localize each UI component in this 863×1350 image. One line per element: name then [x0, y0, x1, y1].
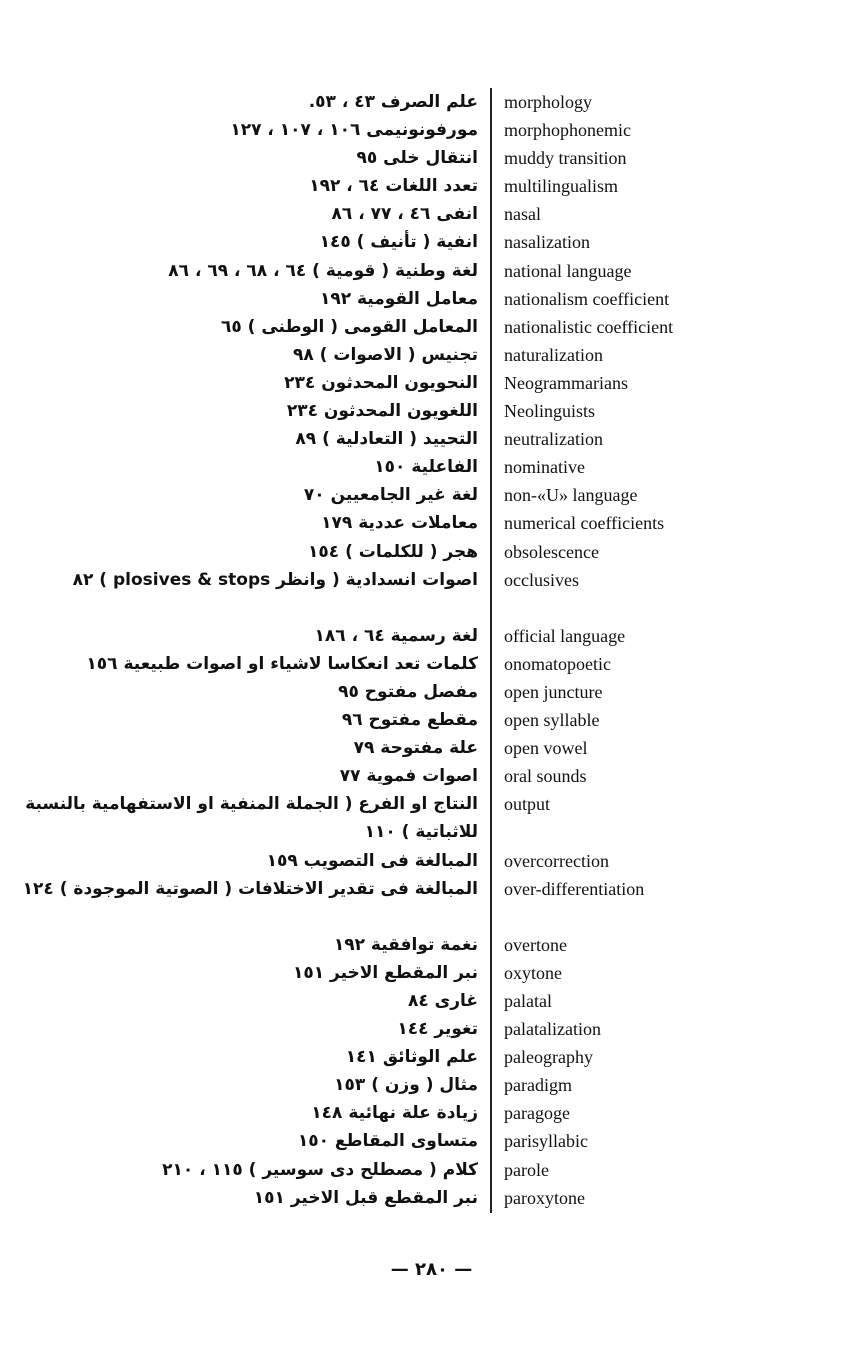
english-term: output [504, 794, 551, 815]
glossary-entry [0, 566, 863, 622]
english-term: obsolescence [504, 541, 599, 562]
arabic-term: انتقال خلى ٩٥ [356, 148, 478, 169]
english-term: nationalistic coefficient [504, 316, 674, 337]
glossary-entry [0, 1071, 863, 1099]
glossary-entry [0, 622, 863, 650]
arabic-term: النتاج او الفرع ( الجملة المنفية او الاستفهامية بالنسبة للاثباتية ) ١١٠ [25, 794, 478, 843]
english-term: multilingualism [504, 176, 619, 197]
glossary-entry [0, 1127, 863, 1155]
glossary-entry [0, 987, 863, 1015]
arabic-term: لغة وطنية ( قومية ) ٦٤ ، ٦٨ ، ٦٩ ، ٨٦ [168, 260, 478, 281]
arabic-term: المبالغة فى التصويب ١٥٩ [266, 850, 478, 871]
english-term: open juncture [504, 681, 603, 702]
arabic-term: تغوير ١٤٤ [397, 1019, 478, 1040]
english-term: numerical coefficients [504, 513, 665, 534]
english-term: onomatopoetic [504, 653, 611, 674]
arabic-term: انفية ( تأنيف ) ١٤٥ [319, 232, 478, 253]
english-term: naturalization [504, 344, 603, 365]
english-term: open vowel [504, 738, 588, 759]
glossary-entry [0, 425, 863, 453]
glossary-entry [0, 341, 863, 369]
glossary-entry [0, 931, 863, 959]
arabic-term: النحويون المحدثون ٢٣٤ [284, 372, 478, 393]
english-term: occlusives [504, 569, 579, 590]
glossary-entry [0, 257, 863, 285]
glossary-entry [0, 706, 863, 734]
arabic-term: اللغويون المحدثون ٢٣٤ [286, 401, 478, 422]
arabic-term: علم الصرف ٤٣ ، ٥٣. [308, 92, 478, 112]
glossary-entry [0, 509, 863, 537]
glossary-entry [0, 228, 863, 256]
glossary-entry [0, 762, 863, 790]
english-term: nominative [504, 457, 585, 478]
arabic-term: لغة رسمية ٦٤ ، ١٨٦ [314, 625, 478, 646]
arabic-term: التحييد ( التعادلية ) ٨٩ [295, 429, 478, 450]
glossary-entry [0, 453, 863, 481]
arabic-term: نبر المقطع الاخير ١٥١ [292, 962, 478, 983]
glossary-entry [0, 481, 863, 509]
arabic-term: نغمة توافقية ١٩٢ [333, 934, 478, 955]
arabic-term: معامل القومية ١٩٢ [319, 288, 478, 309]
english-term: paleography [504, 1047, 593, 1068]
arabic-term: اصوات انسدادية ( وانظر plosives & stops ) ٨٢ [72, 569, 478, 590]
arabic-term: غارى ٨٤ [407, 991, 478, 1011]
glossary-entry [0, 1156, 863, 1184]
glossary-index [0, 88, 863, 1212]
glossary-entry [0, 959, 863, 987]
glossary-entry [0, 397, 863, 425]
arabic-term: لغة غير الجامعيين ٧٠ [303, 485, 478, 506]
glossary-entry [0, 1015, 863, 1043]
glossary-entry [0, 88, 863, 116]
english-term: oral sounds [504, 766, 587, 787]
glossary-entry [0, 734, 863, 762]
english-term: open syllable [504, 710, 600, 731]
english-term: over-differentiation [504, 878, 645, 899]
arabic-term: الفاعلية ١٥٠ [374, 457, 478, 478]
arabic-term: علة مفتوحة ٧٩ [353, 738, 478, 759]
english-term: morphophonemic [504, 120, 631, 141]
glossary-entry [0, 369, 863, 397]
arabic-term: مورفونونيمى ١٠٦ ، ١٠٧ ، ١٢٧ [230, 120, 478, 141]
english-term: paroxytone [504, 1187, 585, 1208]
english-term: palatal [504, 991, 552, 1011]
english-term: overcorrection [504, 850, 609, 871]
english-term: overtone [504, 934, 567, 955]
glossary-entry [0, 875, 863, 931]
glossary-entry [0, 678, 863, 706]
glossary-entry [0, 116, 863, 144]
glossary-entry [0, 144, 863, 172]
arabic-term: متساوى المقاطع ١٥٠ [297, 1131, 478, 1152]
arabic-term: اصوات فموية ٧٧ [339, 766, 478, 787]
arabic-term: هجر ( للكلمات ) ١٥٤ [308, 541, 478, 562]
english-term: non-«U» language [504, 485, 638, 506]
glossary-entry [0, 538, 863, 566]
arabic-term: كلام ( مصطلح دى سوسير ) ١١٥ ، ٢١٠ [162, 1159, 478, 1180]
glossary-entry [0, 200, 863, 228]
english-term: muddy transition [504, 148, 627, 169]
english-term: morphology [504, 92, 592, 112]
glossary-entry [0, 790, 863, 846]
english-term: national language [504, 260, 632, 281]
english-term: nasal [504, 204, 541, 225]
arabic-term: مقطع مفتوح ٩٦ [341, 710, 478, 731]
arabic-term: تجنيس ( الاصوات ) ٩٨ [292, 344, 478, 365]
arabic-term: نبر المقطع قبل الاخير ١٥١ [253, 1187, 478, 1208]
glossary-entry [0, 1184, 863, 1212]
english-term: parisyllabic [504, 1131, 588, 1152]
english-term: paragoge [504, 1103, 570, 1124]
glossary-entry [0, 847, 863, 875]
english-term: oxytone [504, 962, 562, 983]
english-term: nationalism coefficient [504, 288, 670, 309]
arabic-term: معاملات عددية ١٧٩ [321, 513, 478, 534]
english-term: palatalization [504, 1019, 601, 1040]
arabic-term: علم الوثائق ١٤١ [345, 1047, 478, 1068]
glossary-entry [0, 285, 863, 313]
glossary-entry [0, 1099, 863, 1127]
english-term: paradigm [504, 1075, 572, 1096]
glossary-entry [0, 650, 863, 678]
arabic-term: انفى ٤٦ ، ٧٧ ، ٨٦ [331, 204, 478, 225]
english-term: official language [504, 625, 626, 646]
arabic-term: المبالغة فى تقدير الاختلافات ( الصوتية الموجودة ) ١٢٤ [22, 878, 478, 899]
arabic-term: مفصل مفتوح ٩٥ [338, 681, 478, 702]
arabic-term: مثال ( وزن ) ١٥٣ [334, 1075, 478, 1096]
english-term: neutralization [504, 429, 603, 450]
arabic-term: تعدد اللغات ٦٤ ، ١٩٢ [309, 176, 478, 197]
english-term: parole [504, 1159, 549, 1180]
arabic-term: كلمات تعد انعكاسا لاشياء او اصوات طبيعية ١٥٦ [86, 653, 478, 674]
page-number: — ٢٨٠ — [390, 1259, 473, 1280]
glossary-entry [0, 172, 863, 200]
arabic-term: زيادة علة نهائية ١٤٨ [311, 1103, 478, 1124]
english-term: Neolinguists [504, 401, 596, 422]
glossary-entry [0, 1043, 863, 1071]
arabic-term: المعامل القومى ( الوطنى ) ٦٥ [220, 316, 478, 337]
english-term: nasalization [504, 232, 590, 253]
glossary-entry [0, 313, 863, 341]
english-term: Neogrammarians [504, 372, 628, 393]
